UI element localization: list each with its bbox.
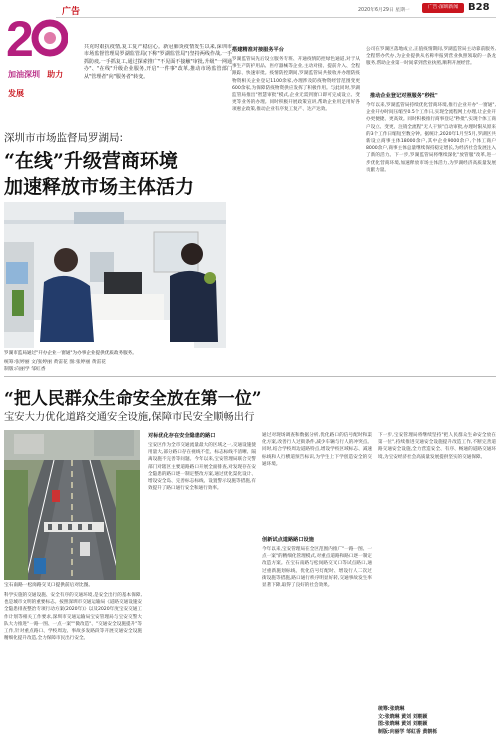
- article1-col3-text2: 今年以来,罗湖监管局持续优化营商环境,推行企业开办"一窗通",企业开办时间压缩至0.5个工作日,实现全流程网上办理,让企业开办更便捷、更高效。同时积极推行商事登记"秒批",实现个体工商户设立、变更、注销全流程"无人干预"自动审批,办理时限从原来的3个工作日缩短至数分钟。据统计,2020年1月至5月,罗湖区共新设立商事主体18000余户,其中企业9000余户,个体工商户8000余户,商事主体总量继续保持稳定增长,为经济社会发展注入了新的活力。下一步,罗湖监管局将继续深化"放管服"改革,进一步优化营商环境,加速释放市场主体活力,为罗湖经济高质量发展贡献力量。: [366, 103, 496, 173]
- header-section-label: 广告: [62, 7, 81, 17]
- section-divider: [4, 376, 496, 377]
- article2-col3-text2: 今年以来,宝安管理局在全区范围内推广"一路一图、一点一案"的精细化管理模式,对重点道路和路口逐一制定改造方案。在宝石南路与松岗路交叉口等试点路口,通过重新施划标线、优化信号灯配时、增设行人二次过街设施等措施,路口通行秩序明显好转,交通事故发生率显著下降,取得了良好的社会效果。: [262, 547, 372, 589]
- article1-photo-caption: 罗湖市监局通过"开办企业一窗通"为办事企业提供优质政务服务。: [4, 351, 137, 356]
- page-number: B28: [468, 2, 490, 13]
- article1-title-line2: 加速释放市场主体活力: [4, 176, 195, 198]
- article2-intro: 科学实施的交通设施、安全有序的交通环境,是安全出行的基本保障,也是城市文明的重要标志。按照深圳市交通运输局《道路交通设施安全隐患排查整治专项行动方案(2020年)》以及2020年度宝安交通工作计划等相关工作要求,深圳市交通运输局宝安管理局与宝安交警大队大力推进"一路一图、一点一案""微改造"、"交通安全设施提升"等工作,针对重点路口、学校周边、事故多发路段等开展交通安全设施精细化提升改造,全力保障市民出行安全。: [4, 593, 142, 642]
- article1-col3-text: 公司在罗湖区落地成立,正值疫情期间,罗湖监管局主动靠前服务,全程帮办代办,为企业提供从名称申报到营业执照领取的一条龙服务,帮助企业第一时间拿到营业执照,顺利开展经营。: [366, 47, 496, 67]
- article1-col2-heading: 搭建精准对接服务平台: [232, 47, 284, 53]
- service-desk-photo: [4, 202, 226, 348]
- article1-photo: [4, 202, 226, 348]
- logo-20: [4, 6, 68, 98]
- article1-credits-line1: 统筹:张婷丽 文/张婷丽 黄雷花 图:张婷丽 黄雷花: [4, 360, 107, 365]
- article2-title: “把人民群众生命安全放在第一位”: [4, 389, 262, 409]
- svg-text:2: 2: [6, 11, 34, 66]
- logo-slogan: [8, 62, 68, 100]
- article2-col3-heading: 创新试点道路路口设施: [262, 537, 314, 543]
- article2-credit-2: 文:张晓琳 黄刘 刘朝颖: [378, 713, 428, 720]
- article2-col2-heading: 对标优化存在安全隐患的路口: [148, 433, 216, 439]
- article1-col2-text: 罗湖监管局先后设立服务专班、开通疫情防控绿色通道,对于从事生产防护用品、医疗器械等企业,主动对接、提前介入、全程跟踪、快速审批。疫情防控期间,罗湖监管局共接收并办理防疫物资相关企业登记1100余家,办理涉及防疫物资经营范围变更600余家,为保障防疫物资供应发挥了积极作用。与此同时,罗湖监管局推出"智慧审批"模式,企业无需到窗口即可完成设立、变更等业务的办理。同时积极开展政策宣讲,帮助企业用足用好各项惠企政策,推动企业有序复工复产、达产达效。: [232, 57, 360, 113]
- article1-intro: 共克时艰抗疫情,复工复产稳信心。新冠肺炎疫情发生以来,深圳市市场监督管理局罗湖监管局(下称"罗湖监管局")坚持两线作战,一手抓防疫,一手抓复工,通过探索推广"不见面不接触"审批,升级"一网通办"、"在线"升级企业服务,开启"一件事"改革,推动市场监管部门从"管理者"向"服务者"转变。: [84, 44, 232, 80]
- road-comparison-photo: [4, 430, 140, 580]
- article2-credit-3: 图:张晓琳 黄刘 刘朝颖: [378, 721, 428, 727]
- page-header: [0, 0, 500, 22]
- article2-credit-4: 制版:向丽学 邹紅香 黄朝栎: [378, 728, 438, 735]
- article2-photo-caption: 宝石南路一松岗路交叉口提供前后对比图。: [4, 583, 94, 588]
- article2-subtitle: 宝安大力优化道路交通安全设施,保障市民安全顺畅出行: [4, 411, 255, 423]
- article2-credit-1: 统筹:张晓琳: [378, 706, 405, 712]
- article2-photo: [4, 430, 140, 580]
- article1-col3-heading: 推动企业登记对照服务"秒批": [370, 93, 438, 99]
- logo-slogan-line-2: 助力发展: [8, 70, 64, 98]
- article2-col2-text: 宝安区作为全市交通流量最大的区域之一,交通设施使用量大,部分路口存在视线不佳、标志标线不清晰、隔离设施不完善等问题。今年以来,宝安管理局联合交警部门对辖区主要道路路口开展全面排查,对发现存在安全隐患的路口逐一制定整改方案,通过优化渠化设计、增设安全岛、完善标志标线、设置警示设施等措施,有效提升了路口通行安全和通行效率。: [148, 443, 256, 492]
- article1-kicker: 深圳市市场监督局罗湖局:: [4, 132, 124, 144]
- article1-title-line1: “在线”升级营商环境: [4, 150, 178, 172]
- article2-col4-text: 下一步,宝安管理局将继续坚持"把人民群众生命安全放在第一位",持续推进交通安全设施提升改造工作,不断完善道路交通安全设施,全力营造安全、有序、畅通的道路交通环境,为宝安经济社会高质量发展提供坚实的交通保障。: [378, 433, 496, 460]
- header-date: 2020年6月29日 星期一: [358, 8, 410, 13]
- logo-slogan-line-1: 加油深圳: [8, 70, 40, 79]
- article2-col3-text: 通过对现场调查和数据分析,优化路口的信号配时和渠化方案,改善行人过街条件,减少车辆与行人的冲突点。同时,结合学校周边道路特点,增设学校区域标志、减速标线和人行横道预告标识,为学生上下学创造安全的交通环境。: [262, 433, 372, 467]
- header-rule: [56, 17, 496, 18]
- header-label-text: 广告·深圳新闻: [427, 5, 459, 10]
- logo-20-graphic: [4, 6, 68, 66]
- header-label-badge: [422, 3, 464, 13]
- article2-credits: [378, 706, 496, 736]
- article1-credits-line2: 制版:向丽学 邹紅香: [4, 367, 46, 372]
